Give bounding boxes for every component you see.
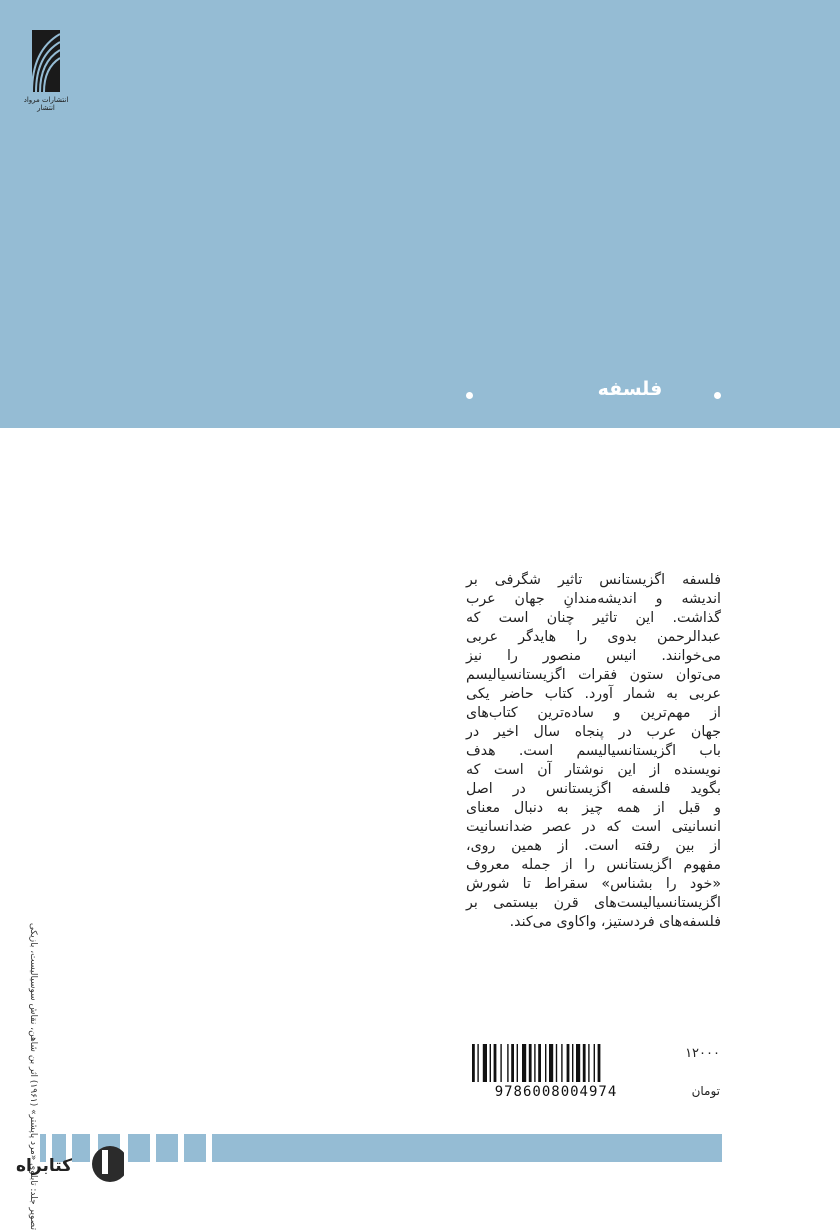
blurb-line: می‌خوانند. انیس منصور را نیز xyxy=(466,648,721,664)
back-cover-blurb xyxy=(466,571,721,932)
blurb-line: فلسفه‌های فردستیز، واکاوی می‌کند. xyxy=(509,914,721,930)
publisher-logo-text: انتشارات مرواد انتشار xyxy=(23,96,69,112)
blurb-line: از مهم‌ترین و ساده‌ترین کتاب‌های xyxy=(466,705,721,721)
blurb-line: مفهوم اگزیستانس را از جمله معروف xyxy=(466,857,721,873)
blurb-line: اندیشه و اندیشه‌مندانِ جهان عرب xyxy=(466,591,721,607)
category-label: فلسفه xyxy=(597,378,663,400)
blurb-line: عبدالرحمن بدوی را هایدگر عربی xyxy=(466,629,721,645)
bottom-bar xyxy=(212,1134,722,1162)
blurb-line: بگوید فلسفه اگزیستانس در اصل xyxy=(466,781,721,797)
blurb-line: و قبل از همه چیز به دنبال معنای xyxy=(466,800,721,816)
blurb-line: می‌توان ستون فقرات اگزیستانسیالیسم xyxy=(466,667,721,683)
decor-block xyxy=(156,1134,178,1162)
blurb-line: گذاشت. این تاثیر چنان است که xyxy=(466,610,721,626)
bullet-dot-right xyxy=(714,392,721,399)
cover-top-band xyxy=(0,0,840,428)
blurb-line: از بین رفته است. از همین روی، xyxy=(466,838,721,854)
decor-block xyxy=(184,1134,206,1162)
blurb-line: نویسنده از این نوشتار آن است که xyxy=(466,762,721,778)
watermark-text: کتابراه xyxy=(16,1156,73,1176)
cover-credit-vertical: تصویر جلد: تابلوی «مرد پاپشتر» (۱۹۶۱) اثر بن شاهن، نقاش سوسیالیست، بازیکی xyxy=(28,922,38,1230)
decor-block xyxy=(128,1134,150,1162)
isbn-digits: 9786008004974 xyxy=(494,1084,618,1100)
price: ۱۲۰۰۰ xyxy=(685,1046,720,1061)
currency-label: تومان xyxy=(691,1084,720,1098)
blurb-line: فلسفه اگزیستانس تاثیر شگرفی بر xyxy=(466,572,721,588)
blurb-line: انسانیتی است که در عصر ضدانسانیت xyxy=(466,819,721,835)
blurb-line: «خود را بشناس» سقراط تا شورش xyxy=(466,876,721,892)
blurb-line: باب اگزیستانسیالیسم است. هدف xyxy=(466,743,721,759)
blurb-line: اگزیستانسیالیست‌های قرن بیستمی بر xyxy=(466,895,721,911)
blurb-line: عربی به شمار آورد. کتاب حاضر یکی xyxy=(466,686,721,702)
blurb-line: جهان عرب در پنجاه سال اخیر در xyxy=(466,724,721,740)
bullet-dot-left xyxy=(466,392,473,399)
